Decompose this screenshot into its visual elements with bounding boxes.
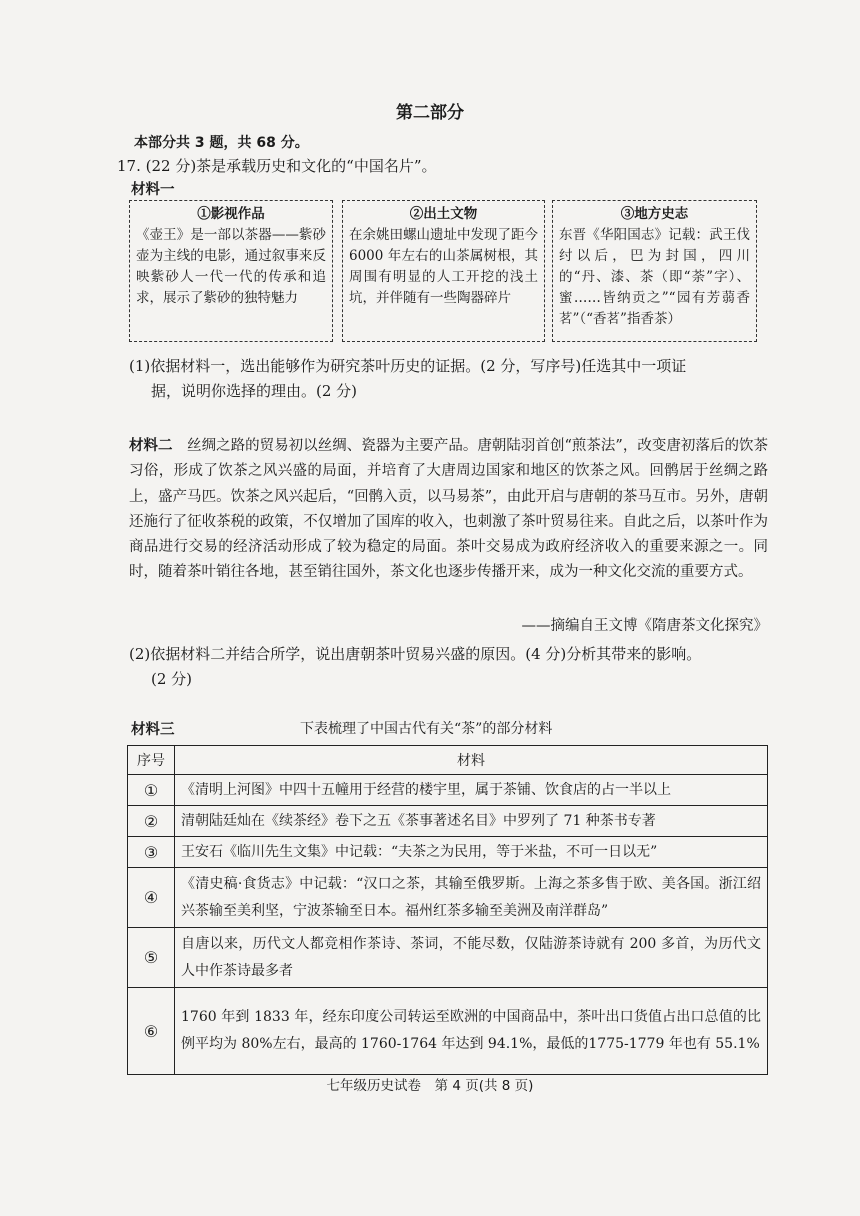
row-no: ② [128, 806, 175, 837]
material-1-label: 材料一 [131, 182, 175, 198]
material-card-artifact [342, 200, 545, 342]
table-row [128, 806, 768, 837]
row-no: ⑥ [128, 988, 175, 1075]
row-text: 王安石《临川先生文集》中记载：“夫茶之为民用，等于米盐，不可一日以无” [175, 837, 768, 868]
row-text: 1760 年到 1833 年，经东印度公司转运至欧洲的中国商品中，茶叶出口货值占出口总值的比例平均为 80%左右，最高的 1760-1764 年达到 94.1%，最低的1775-1779 年也有 55.1% [175, 988, 768, 1075]
table-row [128, 775, 768, 806]
material-2-label: 材料二 [129, 438, 173, 454]
material-card-chronicle [552, 200, 757, 342]
row-no: ④ [128, 868, 175, 928]
sub-question-1-line2: 据，说明你选择的理由。(2 分) [151, 382, 358, 400]
row-no: ⑤ [128, 928, 175, 988]
sub-question-1 [129, 354, 769, 404]
card-body: 《壶王》是一部以茶器——紫砂壶为主线的电影，通过叙事来反映紫砂人一代一代的传承和追求，展示了紫砂的独特魅力 [136, 227, 326, 306]
section-intro: 本部分共 3 题，共 68 分。 [134, 135, 309, 151]
sub-question-1-line1: (1)依据材料一，选出能够作为研究茶叶历史的证据。(2 分，写序号)任选其中一项证 [129, 357, 687, 375]
table-row [128, 868, 768, 928]
material-card-film [129, 200, 333, 342]
row-text: 《清明上河图》中四十五幢用于经营的楼宇里，属于茶铺、饮食店的占一半以上 [175, 775, 768, 806]
material-3-caption: 下表梳理了中国古代有关“茶”的部分材料 [300, 721, 553, 737]
card-title: ③地方史志 [620, 206, 689, 222]
sub-question-2-line2: (2 分) [151, 670, 193, 688]
header-material: 材料 [175, 746, 768, 775]
card-body: 东晋《华阳国志》记载：武王伐纣以后，巴为封国，四川的“丹、漆、茶（即“荼”字）、蜜……皆纳贡之”“园有芳蒻香茗”（“香茗”指香茶） [559, 227, 750, 327]
section-title: 第二部分 [396, 103, 464, 123]
table-header-row [128, 746, 768, 775]
material-2-text: 丝绸之路的贸易初以丝绸、瓷器为主要产品。唐朝陆羽首创“煎茶法”，改变唐初落后的饮茶习俗，形成了饮茶之风兴盛的局面，并培育了大唐周边国家和地区的饮茶之风。回鹘居于丝绸之路上，盛产马匹。饮茶之风兴起后，“回鹘入贡，以马易茶”，由此开启与唐朝的茶马互市。另外，唐朝还施行了征收茶税的政策，不仅增加了国库的收入，也刺激了茶叶贸易往来。自此之后，以茶叶作为商品进行交易的经济活动形成了较为稳定的局面。茶叶交易成为政府经济收入的重要来源之一。同时，随着茶叶销往各地，甚至销往国外，茶文化也逐步传播开来，成为一种文化交流的重要方式。 [129, 438, 768, 581]
table-row [128, 988, 768, 1075]
material-3-label: 材料三 [131, 722, 175, 738]
row-text: 《清史稿·食货志》中记载：“汉口之茶，其输至俄罗斯。上海之茶多售于欧、美各国。浙江绍兴茶输至美利坚，宁波茶输至日本。福州红茶多输至美洲及南洋群岛” [175, 868, 768, 928]
table-row [128, 928, 768, 988]
card-title: ①影视作品 [197, 206, 265, 222]
material-3-table [127, 745, 768, 1075]
card-body: 在余姚田螺山遗址中发现了距今 6000 年左右的山茶属树根，其周围有明显的人工开挖的浅土坑，并伴随有一些陶器碎片 [349, 227, 538, 306]
question-17-stem: 17. (22 分)茶是承载历史和文化的“中国名片”。 [117, 157, 437, 175]
row-text: 清朝陆廷灿在《续茶经》卷下之五《茶事著述名目》中罗列了 71 种茶书专著 [175, 806, 768, 837]
card-title: ②出土文物 [409, 206, 478, 222]
table-row [128, 837, 768, 868]
sub-question-2-line1: (2)依据材料二并结合所学，说出唐朝茶叶贸易兴盛的原因。(4 分)分析其带来的影响。 [129, 645, 702, 663]
header-no: 序号 [128, 746, 175, 775]
page-footer: 七年级历史试卷 第 4 页(共 8 页) [326, 1078, 534, 1094]
material-2 [129, 434, 768, 586]
row-no: ① [128, 775, 175, 806]
row-text: 自唐以来，历代文人都竞相作茶诗、茶词，不能尽数，仅陆游茶诗就有 200 多首，为历代文人中作茶诗最多者 [175, 928, 768, 988]
material-2-source: ——摘编自王文博《隋唐茶文化探究》 [521, 618, 768, 634]
sub-question-2 [129, 642, 774, 692]
row-no: ③ [128, 837, 175, 868]
